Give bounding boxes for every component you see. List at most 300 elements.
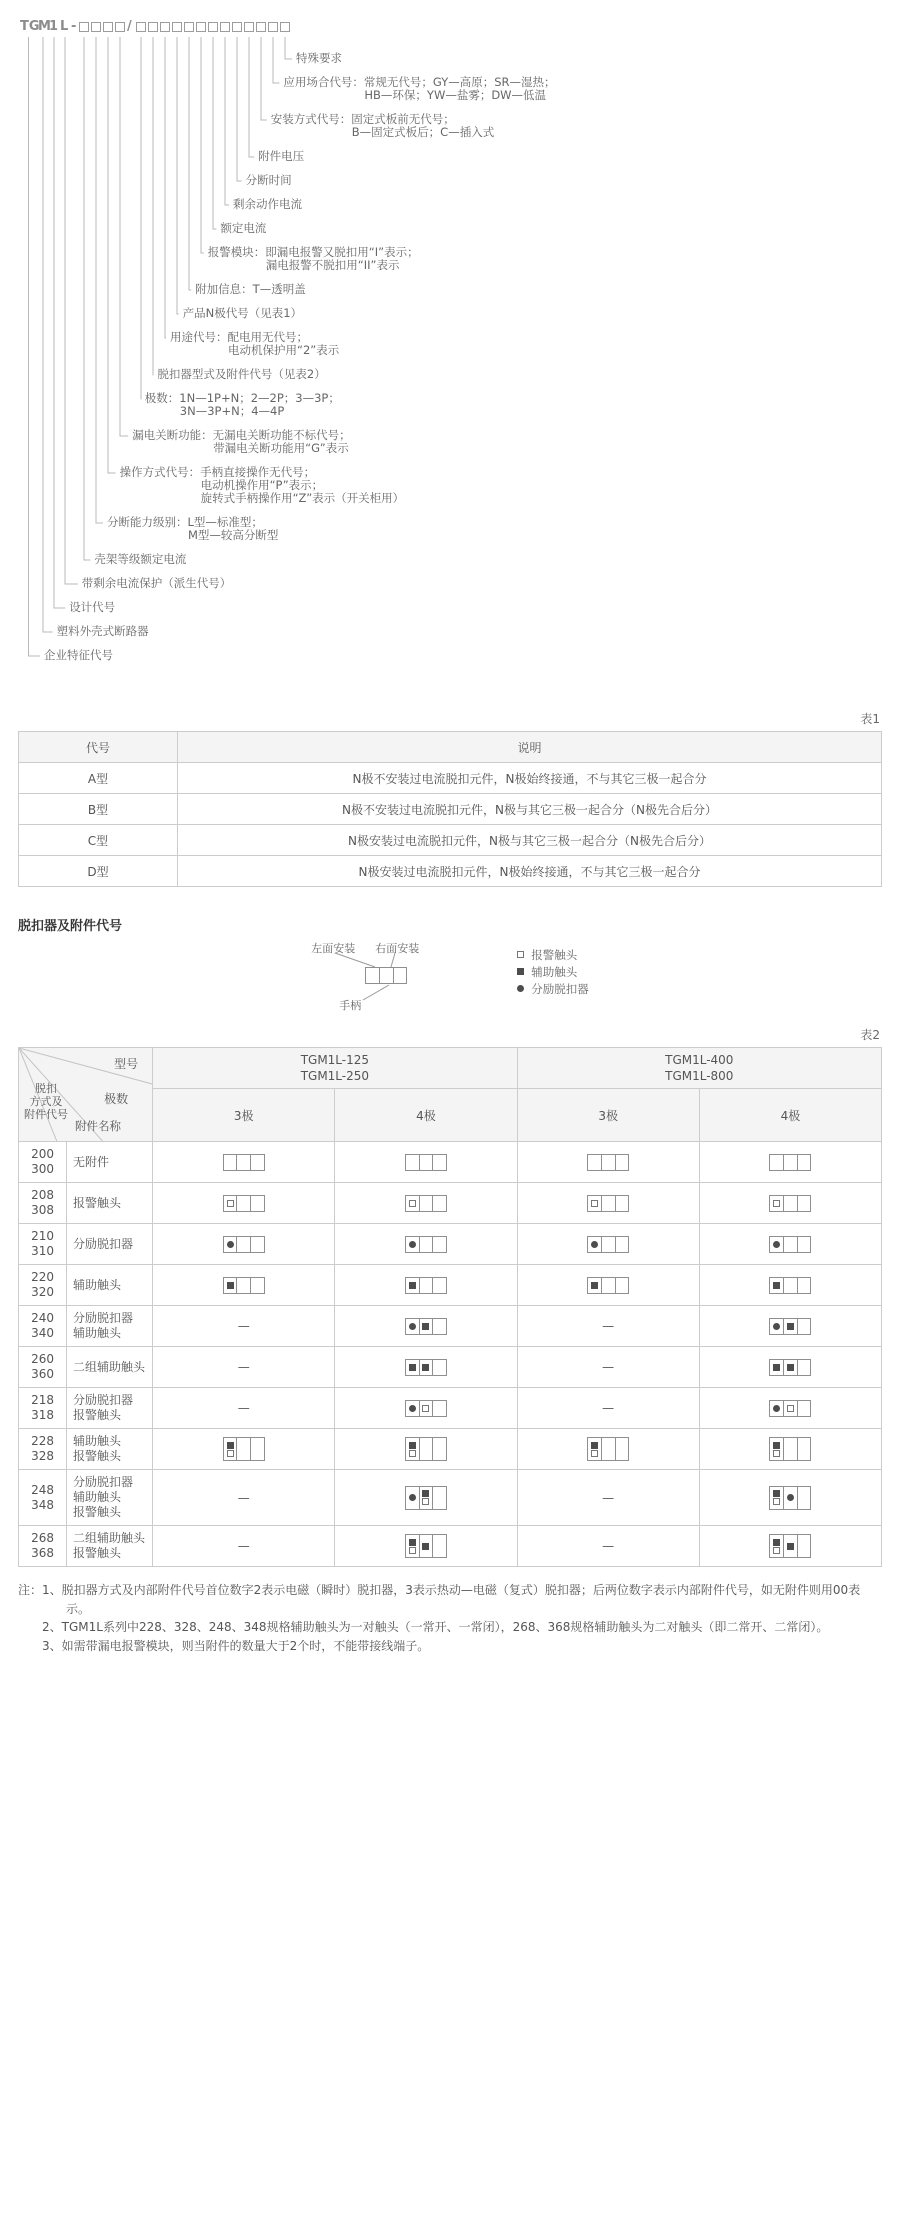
compartment (420, 1319, 434, 1334)
aux-symbol (773, 1442, 780, 1449)
compartment (798, 1438, 811, 1460)
corner-trip-label: 脱扣 方式及 附件代号 (24, 1082, 68, 1121)
table1 (18, 731, 882, 887)
table1-header-code: 代号 (19, 732, 178, 763)
compartment (366, 968, 380, 983)
notes (18, 1581, 882, 1655)
breaker-symbol (587, 1195, 629, 1212)
table2-row (19, 1470, 882, 1526)
corner-model-label: 型号 (114, 1057, 139, 1071)
alarm-symbol (409, 1450, 416, 1457)
compartment (784, 1278, 798, 1293)
compartment (798, 1196, 811, 1211)
symbol-cell (699, 1470, 881, 1526)
symbol-cell (517, 1470, 699, 1526)
shunt-symbol (409, 1494, 416, 1501)
breaker-symbol (405, 1318, 447, 1335)
model-code-box (160, 22, 170, 32)
aux-symbol (773, 1364, 780, 1371)
accessory-name-cell: 辅助触头 报警触头 (67, 1429, 153, 1470)
symbol-cell (335, 1224, 517, 1265)
callout-label: 应用场合代号：常规无代号；GY—高原；SR—湿热； HB—环保；YW—盐雾；DW—低温 (283, 75, 556, 102)
aux-symbol (787, 1364, 794, 1371)
aux-symbol (422, 1543, 429, 1550)
compartment (433, 1487, 446, 1509)
symbol-cell (517, 1429, 699, 1470)
symbol-cell (517, 1526, 699, 1567)
table2-row (19, 1429, 882, 1470)
compartment (616, 1278, 629, 1293)
model-code-char: / (127, 19, 132, 34)
model-code-box (79, 22, 89, 32)
trip-code-cell: 260 360 (19, 1347, 67, 1388)
callout-label: 用途代号：配电用无代号； 电动机保护用“2”表示 (170, 330, 340, 357)
breaker-symbol (769, 1318, 811, 1335)
compartment (420, 1237, 434, 1252)
callout-label: 极数：1N—1P+N；2—2P；3—3P； 3N—3P+N；4—4P (144, 391, 340, 418)
symbol-cell (153, 1388, 335, 1429)
callout-label: 特殊要求 (296, 51, 342, 65)
compartment (433, 1319, 446, 1334)
table1-code-cell: C型 (19, 825, 178, 856)
table1-desc-cell: N极不安装过电流脱扣元件，N极与其它三极一起合分（N极先合后分） (178, 794, 882, 825)
symbol-cell (699, 1265, 881, 1306)
compartment (433, 1401, 446, 1416)
code-diagram (0, 0, 900, 700)
table2 (18, 1047, 882, 1567)
compartment (406, 1360, 420, 1375)
table1-header-row (19, 732, 882, 763)
alarm-symbol (773, 1450, 780, 1457)
notes-label: 注： (18, 1583, 43, 1597)
compartment (224, 1155, 238, 1170)
pole-header: 3极 (517, 1089, 699, 1142)
breaker-symbol (223, 1154, 265, 1171)
not-available-dash: — (237, 1539, 250, 1553)
breaker-symbol (223, 1277, 265, 1294)
symbol-cell (153, 1526, 335, 1567)
breaker-symbol (405, 1437, 447, 1461)
model-code-box (220, 22, 230, 32)
corner-accessory-label: 附件名称 (75, 1119, 121, 1133)
table1-row (19, 856, 882, 887)
note-items (42, 1581, 882, 1655)
not-available-dash: — (237, 1319, 250, 1333)
compartment (406, 1237, 420, 1252)
mount-diagram (311, 940, 483, 1016)
symbol-cell (335, 1142, 517, 1183)
symbol-cell (517, 1265, 699, 1306)
model-code-box (196, 22, 206, 32)
aux-symbol (773, 1539, 780, 1546)
breaker-symbol (405, 1154, 447, 1171)
shunt-symbol (787, 1494, 794, 1501)
compartment (433, 1155, 446, 1170)
aux-symbol (517, 968, 524, 975)
callout-label: 带剩余电流保护（派生代号） (81, 576, 232, 590)
accessory-section-title: 脱扣器及附件代号 (18, 919, 123, 934)
shunt-symbol (773, 1405, 780, 1412)
compartment (616, 1438, 629, 1460)
symbol-cell (699, 1526, 881, 1567)
aux-symbol (773, 1282, 780, 1289)
right-mount-label: 右面安装 (375, 942, 420, 955)
symbol-cell (699, 1183, 881, 1224)
compartment (770, 1319, 784, 1334)
accessory-name-cell: 报警触头 (67, 1183, 153, 1224)
accessory-name-cell: 无附件 (67, 1142, 153, 1183)
accessory-name-cell: 分励脱扣器 辅助触头 (67, 1306, 153, 1347)
table2-row (19, 1224, 882, 1265)
symbol-cell (335, 1265, 517, 1306)
trip-code-cell: 200 300 (19, 1142, 67, 1183)
aux-symbol (409, 1539, 416, 1546)
compartment (784, 1438, 798, 1460)
breaker-symbol (405, 1534, 447, 1558)
compartment (770, 1438, 784, 1460)
callout-label: 分断能力级别：L型—标准型； M型—较高分断型 (107, 515, 279, 542)
compartment (588, 1237, 602, 1252)
compartment (237, 1278, 251, 1293)
shunt-symbol (591, 1241, 598, 1248)
table2-row (19, 1183, 882, 1224)
not-available-dash: — (602, 1490, 615, 1505)
accessory-name-cell: 二组辅助触头 报警触头 (67, 1526, 153, 1567)
symbol-cell (699, 1224, 881, 1265)
shunt-symbol (409, 1323, 416, 1330)
compartment (420, 1438, 434, 1460)
compartment (251, 1237, 264, 1252)
compartment (784, 1535, 798, 1557)
breaker-symbol (223, 1195, 265, 1212)
alarm-symbol (422, 1498, 429, 1505)
aux-symbol (227, 1282, 234, 1289)
compartment (798, 1535, 811, 1557)
not-available-dash: — (237, 1401, 250, 1415)
aux-symbol (773, 1490, 780, 1497)
compartment (588, 1196, 602, 1211)
compartment (224, 1438, 238, 1460)
alarm-symbol (773, 1200, 780, 1207)
legend-label: 分励脱扣器 (531, 981, 589, 996)
compartment (784, 1155, 798, 1170)
symbol-cell (153, 1265, 335, 1306)
compartment (602, 1438, 616, 1460)
compartment (616, 1196, 629, 1211)
table1-desc-cell: N极安装过电流脱扣元件，N极与其它三极一起合分（N极先合后分） (178, 825, 882, 856)
symbol-cell (517, 1142, 699, 1183)
legend-label: 辅助触头 (531, 964, 578, 979)
callout-label: 剩余动作电流 (233, 197, 302, 211)
compartment (251, 1278, 264, 1293)
table2-row (19, 1526, 882, 1567)
model-code-box (268, 22, 278, 32)
compartment (433, 1535, 446, 1557)
symbol-cell (153, 1142, 335, 1183)
aux-symbol (409, 1364, 416, 1371)
breaker-symbol (769, 1277, 811, 1294)
symbol-cell (335, 1526, 517, 1567)
compartment (406, 1401, 420, 1416)
model-code-box (184, 22, 194, 32)
compartment (770, 1237, 784, 1252)
compartment (798, 1401, 811, 1416)
legend-label: 报警触头 (531, 947, 578, 962)
alarm-symbol (227, 1450, 234, 1457)
legend-item (517, 963, 589, 980)
not-available-dash: — (602, 1319, 615, 1333)
model-code-box (103, 22, 113, 32)
symbol-cell (153, 1429, 335, 1470)
not-available-dash: — (602, 1360, 615, 1374)
trip-code-cell: 220 320 (19, 1265, 67, 1306)
breaker-symbol (769, 1195, 811, 1212)
compartment (433, 1278, 446, 1293)
compartment (798, 1487, 811, 1509)
accessory-name-cell: 辅助触头 (67, 1265, 153, 1306)
compartment (237, 1237, 251, 1252)
breaker-symbol (769, 1359, 811, 1376)
table1-desc-cell: N极安装过电流脱扣元件，N极始终接通，不与其它三极一起合分 (178, 856, 882, 887)
compartment (420, 1278, 434, 1293)
alarm-symbol (517, 951, 524, 958)
table1-code-cell: B型 (19, 794, 178, 825)
alarm-symbol (773, 1498, 780, 1505)
alarm-symbol (409, 1547, 416, 1554)
compartment (394, 968, 407, 983)
breaker-symbol (769, 1154, 811, 1171)
compartment (224, 1237, 238, 1252)
pole-header: 4极 (335, 1089, 517, 1142)
callout-label: 塑料外壳式断路器 (56, 624, 149, 638)
model-code-box (232, 22, 242, 32)
breaker-symbol (769, 1486, 811, 1510)
alarm-symbol (591, 1200, 598, 1207)
pole-header: 4极 (699, 1089, 881, 1142)
compartment (616, 1155, 629, 1170)
not-available-dash: — (602, 1539, 615, 1553)
compartment (770, 1487, 784, 1509)
compartment (616, 1237, 629, 1252)
symbol-cell (335, 1429, 517, 1470)
alarm-symbol (591, 1450, 598, 1457)
symbol-cell (699, 1306, 881, 1347)
not-available-dash: — (602, 1401, 615, 1415)
shunt-symbol (773, 1323, 780, 1330)
note-item: 3、如需带漏电报警模块，则当附件的数量大于2个时，不能带接线端子。 (42, 1638, 430, 1653)
note-item: 1、脱扣器方式及内部附件代号首位数字2表示电磁（瞬时）脱扣器，3表示热动—电磁（复式）脱扣器；后两位数字表示内部附件代号，如无附件则用00表示。 (42, 1583, 861, 1616)
alarm-symbol (773, 1547, 780, 1554)
compartment (798, 1278, 811, 1293)
model-code-char: L (60, 19, 69, 34)
model-code-box (172, 22, 182, 32)
breaker-symbol (587, 1277, 629, 1294)
table2-row (19, 1142, 882, 1183)
model-code-box (136, 22, 146, 32)
compartment (420, 1535, 434, 1557)
legend-item (517, 980, 589, 997)
symbol-cell (335, 1470, 517, 1526)
left-mount-label: 左面安装 (311, 942, 356, 955)
symbol-cell (335, 1306, 517, 1347)
callout-label: 企业特征代号 (44, 648, 113, 662)
model-code-box (256, 22, 266, 32)
compartment (602, 1237, 616, 1252)
callout-lines (0, 0, 900, 700)
breaker-symbol (769, 1400, 811, 1417)
table2-tag: 表2 (860, 1028, 880, 1042)
content (0, 710, 900, 1655)
model-code-box (148, 22, 158, 32)
compartment (433, 1196, 446, 1211)
callout-label: 分断时间 (245, 173, 292, 187)
compartment (380, 968, 394, 983)
breaker-symbol (769, 1534, 811, 1558)
callout-label: 产品N极代号（见表1） (182, 306, 303, 320)
compartment (798, 1155, 811, 1170)
symbol-cell (517, 1347, 699, 1388)
symbol-cell (517, 1388, 699, 1429)
symbol-cell (699, 1388, 881, 1429)
compartment (406, 1196, 420, 1211)
compartment (602, 1196, 616, 1211)
shunt-symbol (409, 1241, 416, 1248)
breaker-symbol (223, 1236, 265, 1253)
table2-corner (19, 1048, 153, 1142)
compartment (433, 1237, 446, 1252)
table1-header-desc: 说明 (178, 732, 882, 763)
table1-code-cell: A型 (19, 763, 178, 794)
shunt-symbol (517, 985, 524, 992)
model-group-125-250: TGM1L-125 TGM1L-250 (153, 1048, 517, 1089)
shunt-symbol (773, 1241, 780, 1248)
breaker-symbol (587, 1437, 629, 1461)
symbol-cell (335, 1183, 517, 1224)
aux-symbol (422, 1323, 429, 1330)
callout-label: 脱扣器型式及附件代号（见表2） (157, 367, 326, 381)
model-code-char: M (38, 19, 51, 34)
symbol-cell (153, 1183, 335, 1224)
table1-row (19, 763, 882, 794)
compartment (770, 1196, 784, 1211)
callout-label: 附件电压 (258, 149, 305, 163)
model-code-box (91, 22, 101, 32)
compartment (420, 1487, 434, 1509)
symbol-cell (699, 1347, 881, 1388)
breaker-symbol (223, 1437, 265, 1461)
breaker-symbol (587, 1236, 629, 1253)
trip-code-cell: 248 348 (19, 1470, 67, 1526)
model-code-box (208, 22, 218, 32)
breaker-symbol (769, 1437, 811, 1461)
compartment (588, 1438, 602, 1460)
model-code-char: TG (20, 19, 40, 34)
compartment (420, 1401, 434, 1416)
callout-label: 操作方式代号：手柄直接操作无代号； 电动机操作用“P”表示； 旋转式手柄操作用“Z”表示（开关柜用） (119, 465, 405, 505)
trip-code-cell: 228 328 (19, 1429, 67, 1470)
compartment (784, 1401, 798, 1416)
table2-row (19, 1306, 882, 1347)
model-code-box (244, 22, 254, 32)
aux-symbol (591, 1282, 598, 1289)
table1-code-cell: D型 (19, 856, 178, 887)
compartment (251, 1438, 264, 1460)
compartment (406, 1487, 420, 1509)
compartment (420, 1155, 434, 1170)
compartment (420, 1196, 434, 1211)
compartment (770, 1401, 784, 1416)
corner-poles-label: 极数 (104, 1092, 129, 1106)
accessory-name-cell: 分励脱扣器 报警触头 (67, 1388, 153, 1429)
compartment (588, 1155, 602, 1170)
compartment (237, 1438, 251, 1460)
accessory-name-cell: 分励脱扣器 (67, 1224, 153, 1265)
compartment (588, 1278, 602, 1293)
aux-symbol (409, 1442, 416, 1449)
compartment (770, 1535, 784, 1557)
breaker-symbol (769, 1236, 811, 1253)
compartment (406, 1319, 420, 1334)
symbol-cell (335, 1388, 517, 1429)
legend-item (517, 946, 589, 963)
table1-desc-cell: N极不安装过电流脱扣元件，N极始终接通，不与其它三极一起合分 (178, 763, 882, 794)
mounting-diagram-row (18, 940, 882, 1016)
callout-label: 漏电关断功能：无漏电关断功能不标代号； 带漏电关断功能用“G”表示 (132, 428, 351, 455)
aux-symbol (422, 1490, 429, 1497)
compartment (237, 1196, 251, 1211)
compartment (784, 1237, 798, 1252)
breaker-symbol (405, 1195, 447, 1212)
compartment (433, 1360, 446, 1375)
symbol-cell (153, 1347, 335, 1388)
shunt-symbol (409, 1405, 416, 1412)
table2-row (19, 1388, 882, 1429)
model-code-box (115, 22, 125, 32)
compartment (224, 1196, 238, 1211)
breaker-symbol (587, 1154, 629, 1171)
table1-row (19, 825, 882, 856)
table1-tag: 表1 (860, 712, 880, 726)
symbol-cell (153, 1224, 335, 1265)
trip-code-cell: 240 340 (19, 1306, 67, 1347)
alarm-symbol (227, 1200, 234, 1207)
model-code-char: - (71, 19, 77, 34)
pole-header: 3极 (153, 1089, 335, 1142)
shunt-symbol (227, 1241, 234, 1248)
compartment (251, 1155, 264, 1170)
trip-code-cell: 218 318 (19, 1388, 67, 1429)
symbol-cell (335, 1347, 517, 1388)
compartment (770, 1278, 784, 1293)
trip-code-cell: 268 368 (19, 1526, 67, 1567)
compartment (770, 1155, 784, 1170)
accessory-name-cell: 分励脱扣器 辅助触头 报警触头 (67, 1470, 153, 1526)
alarm-symbol (422, 1405, 429, 1412)
aux-symbol (591, 1442, 598, 1449)
aux-symbol (422, 1364, 429, 1371)
symbol-cell (517, 1183, 699, 1224)
callout-label: 附加信息：T—透明盖 (195, 282, 306, 296)
compartment (784, 1360, 798, 1375)
handle-label: 手柄 (339, 999, 362, 1012)
compartment (406, 1278, 420, 1293)
alarm-symbol (787, 1405, 794, 1412)
aux-symbol (409, 1282, 416, 1289)
compartment (798, 1360, 811, 1375)
table2-header-row1 (19, 1048, 882, 1089)
model-group-400-800: TGM1L-400 TGM1L-800 (517, 1048, 881, 1089)
table1-row (19, 794, 882, 825)
